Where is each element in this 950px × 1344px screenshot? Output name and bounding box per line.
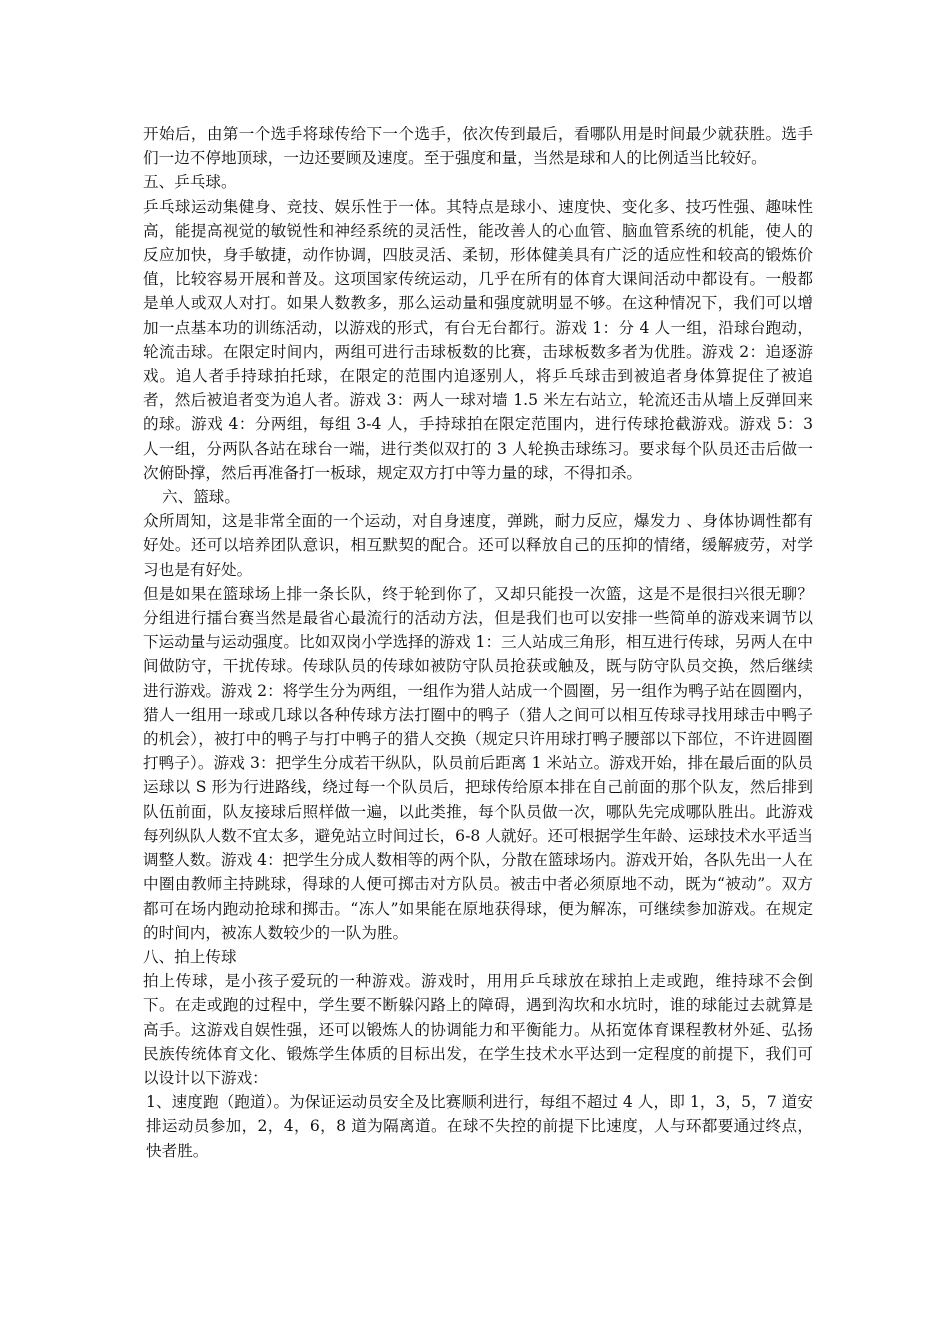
paragraph-basketball-intro: 众所周知，这是非常全面的一个运动，对自身速度，弹跳，耐力反应，爆发力 、身体协调性都有好处。还可以培养团队意识，相互默契的配合。还可以释放自己的压抑的情绪，缓解疲劳，对学习也是有好处。 <box>143 512 813 579</box>
paragraph-speed-run: 1、速度跑（跑道）。为保证运动员安全及比赛顺利进行，每组不超过 4 人，即 1，3，5，7 道安排运动员参加，2，4，6，8 道为隔离道。在球不失控的前提下比速度，人与环都要通过终点，快者胜。 <box>146 1093 813 1160</box>
section-heading-basketball: 六、篮球。 <box>162 488 240 507</box>
paragraph-basketball-games: 但是如果在篮球场上排一条长队，终于轮到你了，又却只能投一次篮，这是不是很扫兴很无聊？分组进行擂台赛当然是最省心最流行的活动方法，但是我们也可以安排一些简单的游戏来调节以下运动量与运动强度。比如双岗小学选择的游戏 1：三人站成三角形，相互进行传球，另两人在中间做防守，干扰传球。传球队员的传球如被防守队员抢获或触及，既与防守队员交换，然后继续进行游戏。游戏 2：将学生分为两组，一组作为猎人站成一个圆圈，另一组作为鸭子站在圆圈内，猎人一组用一球或几球以各种传球方法打圈中的鸭子（猎人之间可以相互传球寻找用球击中鸭子的机会），被打中的鸭子与打中鸭子的猎人交换（规定只许用球打鸭子腰部以下部位，不许进圆圈打鸭子）。游戏 3：把学生分成若干纵队，队员前后距离 1 米站立。游戏开始，排在最后面的队员运球以 S 形为行进路线，绕过每一个队员后，把球传给原本排在自己前面的那个队友，然后排到队伍前面，队友接球后照样做一遍，以此类推，每个队员做一次，哪队先完成哪队胜出。此游戏每列纵队人数不宜太多，避免站立时间过长，6-8 人就好。还可根据学生年龄、运球技术水平适当调整人数。游戏 4：把学生分成人数相等的两个队，分散在篮球场内。游戏开始，各队先出一人在中圈由教师主持跳球，得球的人便可掷击对方队员。被击中者必须原地不动，既为“被动”。双方都可在场内跑动抢球和掷击。“冻人”如果能在原地获得球，便为解冻，可继续参加游戏。在规定的时间内，被冻人数较少的一队为胜。 <box>143 584 813 942</box>
section-heading-table-tennis: 五、乒乓球。 <box>143 173 237 192</box>
paragraph-paddle-ball: 拍上传球，是小孩子爱玩的一种游戏。游戏时，用用乒乓球放在球拍上走或跑，维持球不会倒下。在走或跑的过程中，学生要不断躲闪路上的障碍，遇到沟坎和水坑时，谁的球能过去就算是高手。这游戏自娱性强，还可以锻炼人的协调能力和平衡能力。从拓宽体育课程教材外延、弘扬民族传统体育文化、锻炼学生体质的目标出发，在学生技术水平达到一定程度的前提下，我们可以设计以下游戏： <box>143 972 813 1087</box>
document-body <box>143 122 813 1163</box>
paragraph-table-tennis: 乒乓球运动集健身、竞技、娱乐性于一体。其特点是球小、速度快、变化多、技巧性强、趣味性高，能提高视觉的敏锐性和神经系统的灵活性，能改善人的心血管、脑血管系统的机能，使人的反应加快，身手敏捷，动作协调，四肢灵活、柔韧，形体健美具有广泛的适应性和较高的锻炼价值，比较容易开展和普及。这项国家传统运动，几乎在所有的体育大课间活动中都设有。一般都是单人或双人对打。如果人数教多，那么运动量和强度就明显不够。在这种情况下，我们可以增加一点基本功的训练活动，以游戏的形式，有台无台都行。游戏 1：分 4 人一组，沿球台跑动，轮流击球。在限定时间内，两组可进行击球板数的比赛，击球板数多者为优胜。游戏 2：追逐游戏。追人者手持球拍托球，在限定的范围内追逐别人，将乒乓球击到被追者身体算捉住了被追者，然后被追者变为追人者。游戏 3：两人一球对墙 1.5 米左右站立，轮流还击从墙上反弹回来的球。游戏 4：分两组，每组 3-4 人，手持球拍在限定范围内，进行传球抢截游戏。游戏 5：3 人一组，分两队各站在球台一端，进行类似双打的 3 人轮换击球练习。要求每个队员还击后做一次俯卧撑，然后再准备打一板球，规定双方打中等力量的球，不得扣杀。 <box>143 197 813 482</box>
paragraph-header-continuation: 开始后，由第一个选手将球传给下一个选手，依次传到最后，看哪队用是时间最少就获胜。选手们一边不停地顶球，一边还要顾及速度。至于强度和量，当然是球和人的比例适当比较好。 <box>143 125 813 168</box>
section-heading-paddle-ball: 八、拍上传球 <box>143 947 237 966</box>
